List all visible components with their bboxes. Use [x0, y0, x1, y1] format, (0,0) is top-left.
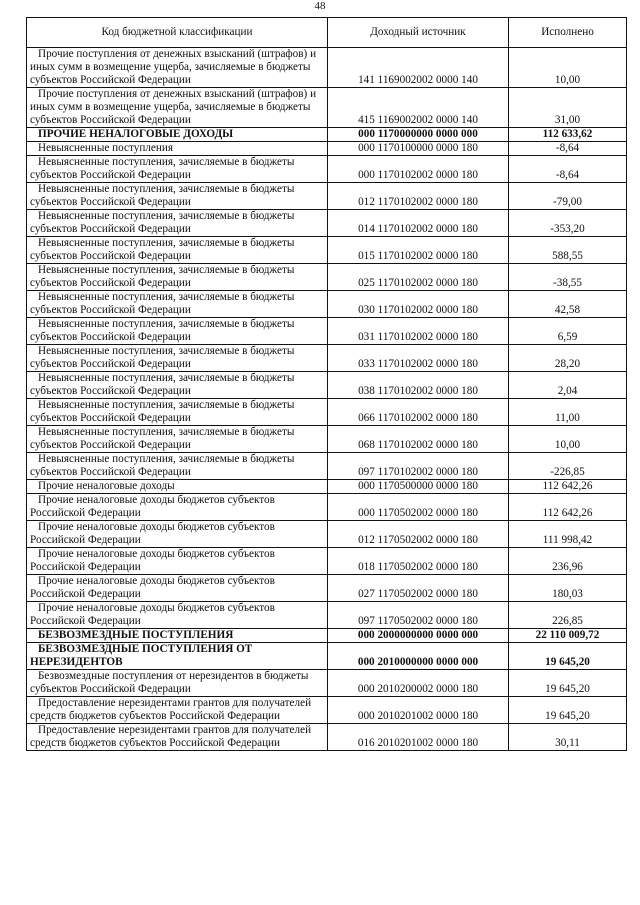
row-name-cell: Прочие неналоговые доходы бюджетов субъектов Российской Федерации	[27, 602, 328, 629]
budget-table	[26, 17, 627, 751]
table-row	[27, 183, 627, 210]
table-row	[27, 629, 627, 643]
row-code-cell: 000 1170000000 0000 000	[328, 128, 509, 142]
row-code-cell: 016 2010201002 0000 180	[328, 724, 509, 751]
table-row	[27, 480, 627, 494]
table-row	[27, 453, 627, 480]
table-row	[27, 372, 627, 399]
row-value-cell: 19 645,20	[509, 670, 627, 697]
row-code-cell: 018 1170502002 0000 180	[328, 548, 509, 575]
table-row	[27, 345, 627, 372]
row-value-cell: 19 645,20	[509, 697, 627, 724]
table-row	[27, 670, 627, 697]
row-name-cell: Прочие неналоговые доходы	[27, 480, 328, 494]
row-name-cell: Безвозмездные поступления от нерезидентов в бюджеты субъектов Российской Федерации	[27, 670, 328, 697]
row-name-cell: Невыясненные поступления, зачисляемые в бюджеты субъектов Российской Федерации	[27, 372, 328, 399]
row-name-cell: Прочие поступления от денежных взысканий (штрафов) и иных сумм в возмещение ущерба, зачисляемые в бюджеты субъектов Российской Федерации	[27, 88, 328, 128]
row-name-cell: Предоставление нерезидентами грантов для получателей средств бюджетов субъектов Российской Федерации	[27, 697, 328, 724]
table-row	[27, 88, 627, 128]
row-name-cell: ПРОЧИЕ НЕНАЛОГОВЫЕ ДОХОДЫ	[27, 128, 328, 142]
row-code-cell: 097 1170102002 0000 180	[328, 453, 509, 480]
row-value-cell: 112 633,62	[509, 128, 627, 142]
row-name-cell: Прочие неналоговые доходы бюджетов субъектов Российской Федерации	[27, 521, 328, 548]
row-code-cell: 030 1170102002 0000 180	[328, 291, 509, 318]
row-code-cell: 000 2010200002 0000 180	[328, 670, 509, 697]
row-code-cell: 066 1170102002 0000 180	[328, 399, 509, 426]
row-value-cell: -8,64	[509, 156, 627, 183]
row-code-cell: 033 1170102002 0000 180	[328, 345, 509, 372]
row-value-cell: 30,11	[509, 724, 627, 751]
table-row	[27, 156, 627, 183]
table-row	[27, 142, 627, 156]
row-code-cell: 068 1170102002 0000 180	[328, 426, 509, 453]
row-code-cell: 012 1170502002 0000 180	[328, 521, 509, 548]
row-name-cell: Невыясненные поступления, зачисляемые в бюджеты субъектов Российской Федерации	[27, 264, 328, 291]
row-value-cell: 19 645,20	[509, 643, 627, 670]
table-row	[27, 521, 627, 548]
table-row	[27, 48, 627, 88]
row-code-cell: 000 2000000000 0000 000	[328, 629, 509, 643]
table-row	[27, 291, 627, 318]
row-code-cell: 012 1170102002 0000 180	[328, 183, 509, 210]
row-name-cell: Невыясненные поступления, зачисляемые в бюджеты субъектов Российской Федерации	[27, 237, 328, 264]
table-row	[27, 399, 627, 426]
header-classification-code: Код бюджетной классификации	[27, 18, 328, 48]
row-code-cell: 141 1169002002 0000 140	[328, 48, 509, 88]
row-code-cell: 038 1170102002 0000 180	[328, 372, 509, 399]
row-value-cell: 31,00	[509, 88, 627, 128]
row-code-cell: 025 1170102002 0000 180	[328, 264, 509, 291]
table-row	[27, 128, 627, 142]
row-value-cell: 180,03	[509, 575, 627, 602]
row-value-cell: -8,64	[509, 142, 627, 156]
row-value-cell: 42,58	[509, 291, 627, 318]
table-row	[27, 575, 627, 602]
table-row	[27, 426, 627, 453]
row-code-cell: 015 1170102002 0000 180	[328, 237, 509, 264]
table-row	[27, 318, 627, 345]
row-value-cell: 236,96	[509, 548, 627, 575]
row-name-cell: Невыясненные поступления, зачисляемые в бюджеты субъектов Российской Федерации	[27, 210, 328, 237]
table-row	[27, 264, 627, 291]
row-value-cell: -38,55	[509, 264, 627, 291]
table-row	[27, 237, 627, 264]
row-name-cell: БЕЗВОЗМЕЗДНЫЕ ПОСТУПЛЕНИЯ ОТ НЕРЕЗИДЕНТОВ	[27, 643, 328, 670]
row-code-cell: 415 1169002002 0000 140	[328, 88, 509, 128]
table-body	[27, 48, 627, 751]
row-name-cell: Невыясненные поступления, зачисляемые в бюджеты субъектов Российской Федерации	[27, 318, 328, 345]
table-row	[27, 494, 627, 521]
row-value-cell: 2,04	[509, 372, 627, 399]
row-value-cell: 6,59	[509, 318, 627, 345]
row-value-cell: 111 998,42	[509, 521, 627, 548]
row-name-cell: Невыясненные поступления, зачисляемые в бюджеты субъектов Российской Федерации	[27, 426, 328, 453]
row-value-cell: 588,55	[509, 237, 627, 264]
row-name-cell: Прочие неналоговые доходы бюджетов субъектов Российской Федерации	[27, 494, 328, 521]
row-value-cell: -226,85	[509, 453, 627, 480]
row-code-cell: 097 1170502002 0000 180	[328, 602, 509, 629]
row-name-cell: Невыясненные поступления, зачисляемые в бюджеты субъектов Российской Федерации	[27, 399, 328, 426]
row-value-cell: 112 642,26	[509, 494, 627, 521]
row-value-cell: 11,00	[509, 399, 627, 426]
row-code-cell: 027 1170502002 0000 180	[328, 575, 509, 602]
row-name-cell: Прочие неналоговые доходы бюджетов субъектов Российской Федерации	[27, 575, 328, 602]
header-executed: Исполнено	[509, 18, 627, 48]
row-name-cell: Невыясненные поступления, зачисляемые в бюджеты субъектов Российской Федерации	[27, 345, 328, 372]
table-row	[27, 724, 627, 751]
table-row	[27, 548, 627, 575]
table-row	[27, 602, 627, 629]
row-code-cell: 000 1170502002 0000 180	[328, 494, 509, 521]
row-code-cell: 031 1170102002 0000 180	[328, 318, 509, 345]
row-code-cell: 014 1170102002 0000 180	[328, 210, 509, 237]
row-code-cell: 000 2010000000 0000 000	[328, 643, 509, 670]
row-value-cell: 10,00	[509, 48, 627, 88]
row-name-cell: Прочие неналоговые доходы бюджетов субъектов Российской Федерации	[27, 548, 328, 575]
table-row	[27, 643, 627, 670]
row-name-cell: БЕЗВОЗМЕЗДНЫЕ ПОСТУПЛЕНИЯ	[27, 629, 328, 643]
row-name-cell: Невыясненные поступления	[27, 142, 328, 156]
row-value-cell: 112 642,26	[509, 480, 627, 494]
table-header-row	[27, 18, 627, 48]
table-row	[27, 210, 627, 237]
row-value-cell: -353,20	[509, 210, 627, 237]
row-name-cell: Невыясненные поступления, зачисляемые в бюджеты субъектов Российской Федерации	[27, 183, 328, 210]
page-number: 48	[314, 0, 326, 12]
row-value-cell: 28,20	[509, 345, 627, 372]
row-name-cell: Невыясненные поступления, зачисляемые в бюджеты субъектов Российской Федерации	[27, 291, 328, 318]
row-code-cell: 000 2010201002 0000 180	[328, 697, 509, 724]
row-value-cell: -79,00	[509, 183, 627, 210]
row-value-cell: 10,00	[509, 426, 627, 453]
row-code-cell: 000 1170102002 0000 180	[328, 156, 509, 183]
header-income-source: Доходный источник	[328, 18, 509, 48]
row-name-cell: Предоставление нерезидентами грантов для получателей средств бюджетов субъектов Российской Федерации	[27, 724, 328, 751]
row-name-cell: Прочие поступления от денежных взысканий (штрафов) и иных сумм в возмещение ущерба, зачисляемые в бюджеты субъектов Российской Федерации	[27, 48, 328, 88]
row-name-cell: Невыясненные поступления, зачисляемые в бюджеты субъектов Российской Федерации	[27, 453, 328, 480]
row-value-cell: 22 110 009,72	[509, 629, 627, 643]
table-row	[27, 697, 627, 724]
row-name-cell: Невыясненные поступления, зачисляемые в бюджеты субъектов Российской Федерации	[27, 156, 328, 183]
row-code-cell: 000 1170500000 0000 180	[328, 480, 509, 494]
row-code-cell: 000 1170100000 0000 180	[328, 142, 509, 156]
row-value-cell: 226,85	[509, 602, 627, 629]
